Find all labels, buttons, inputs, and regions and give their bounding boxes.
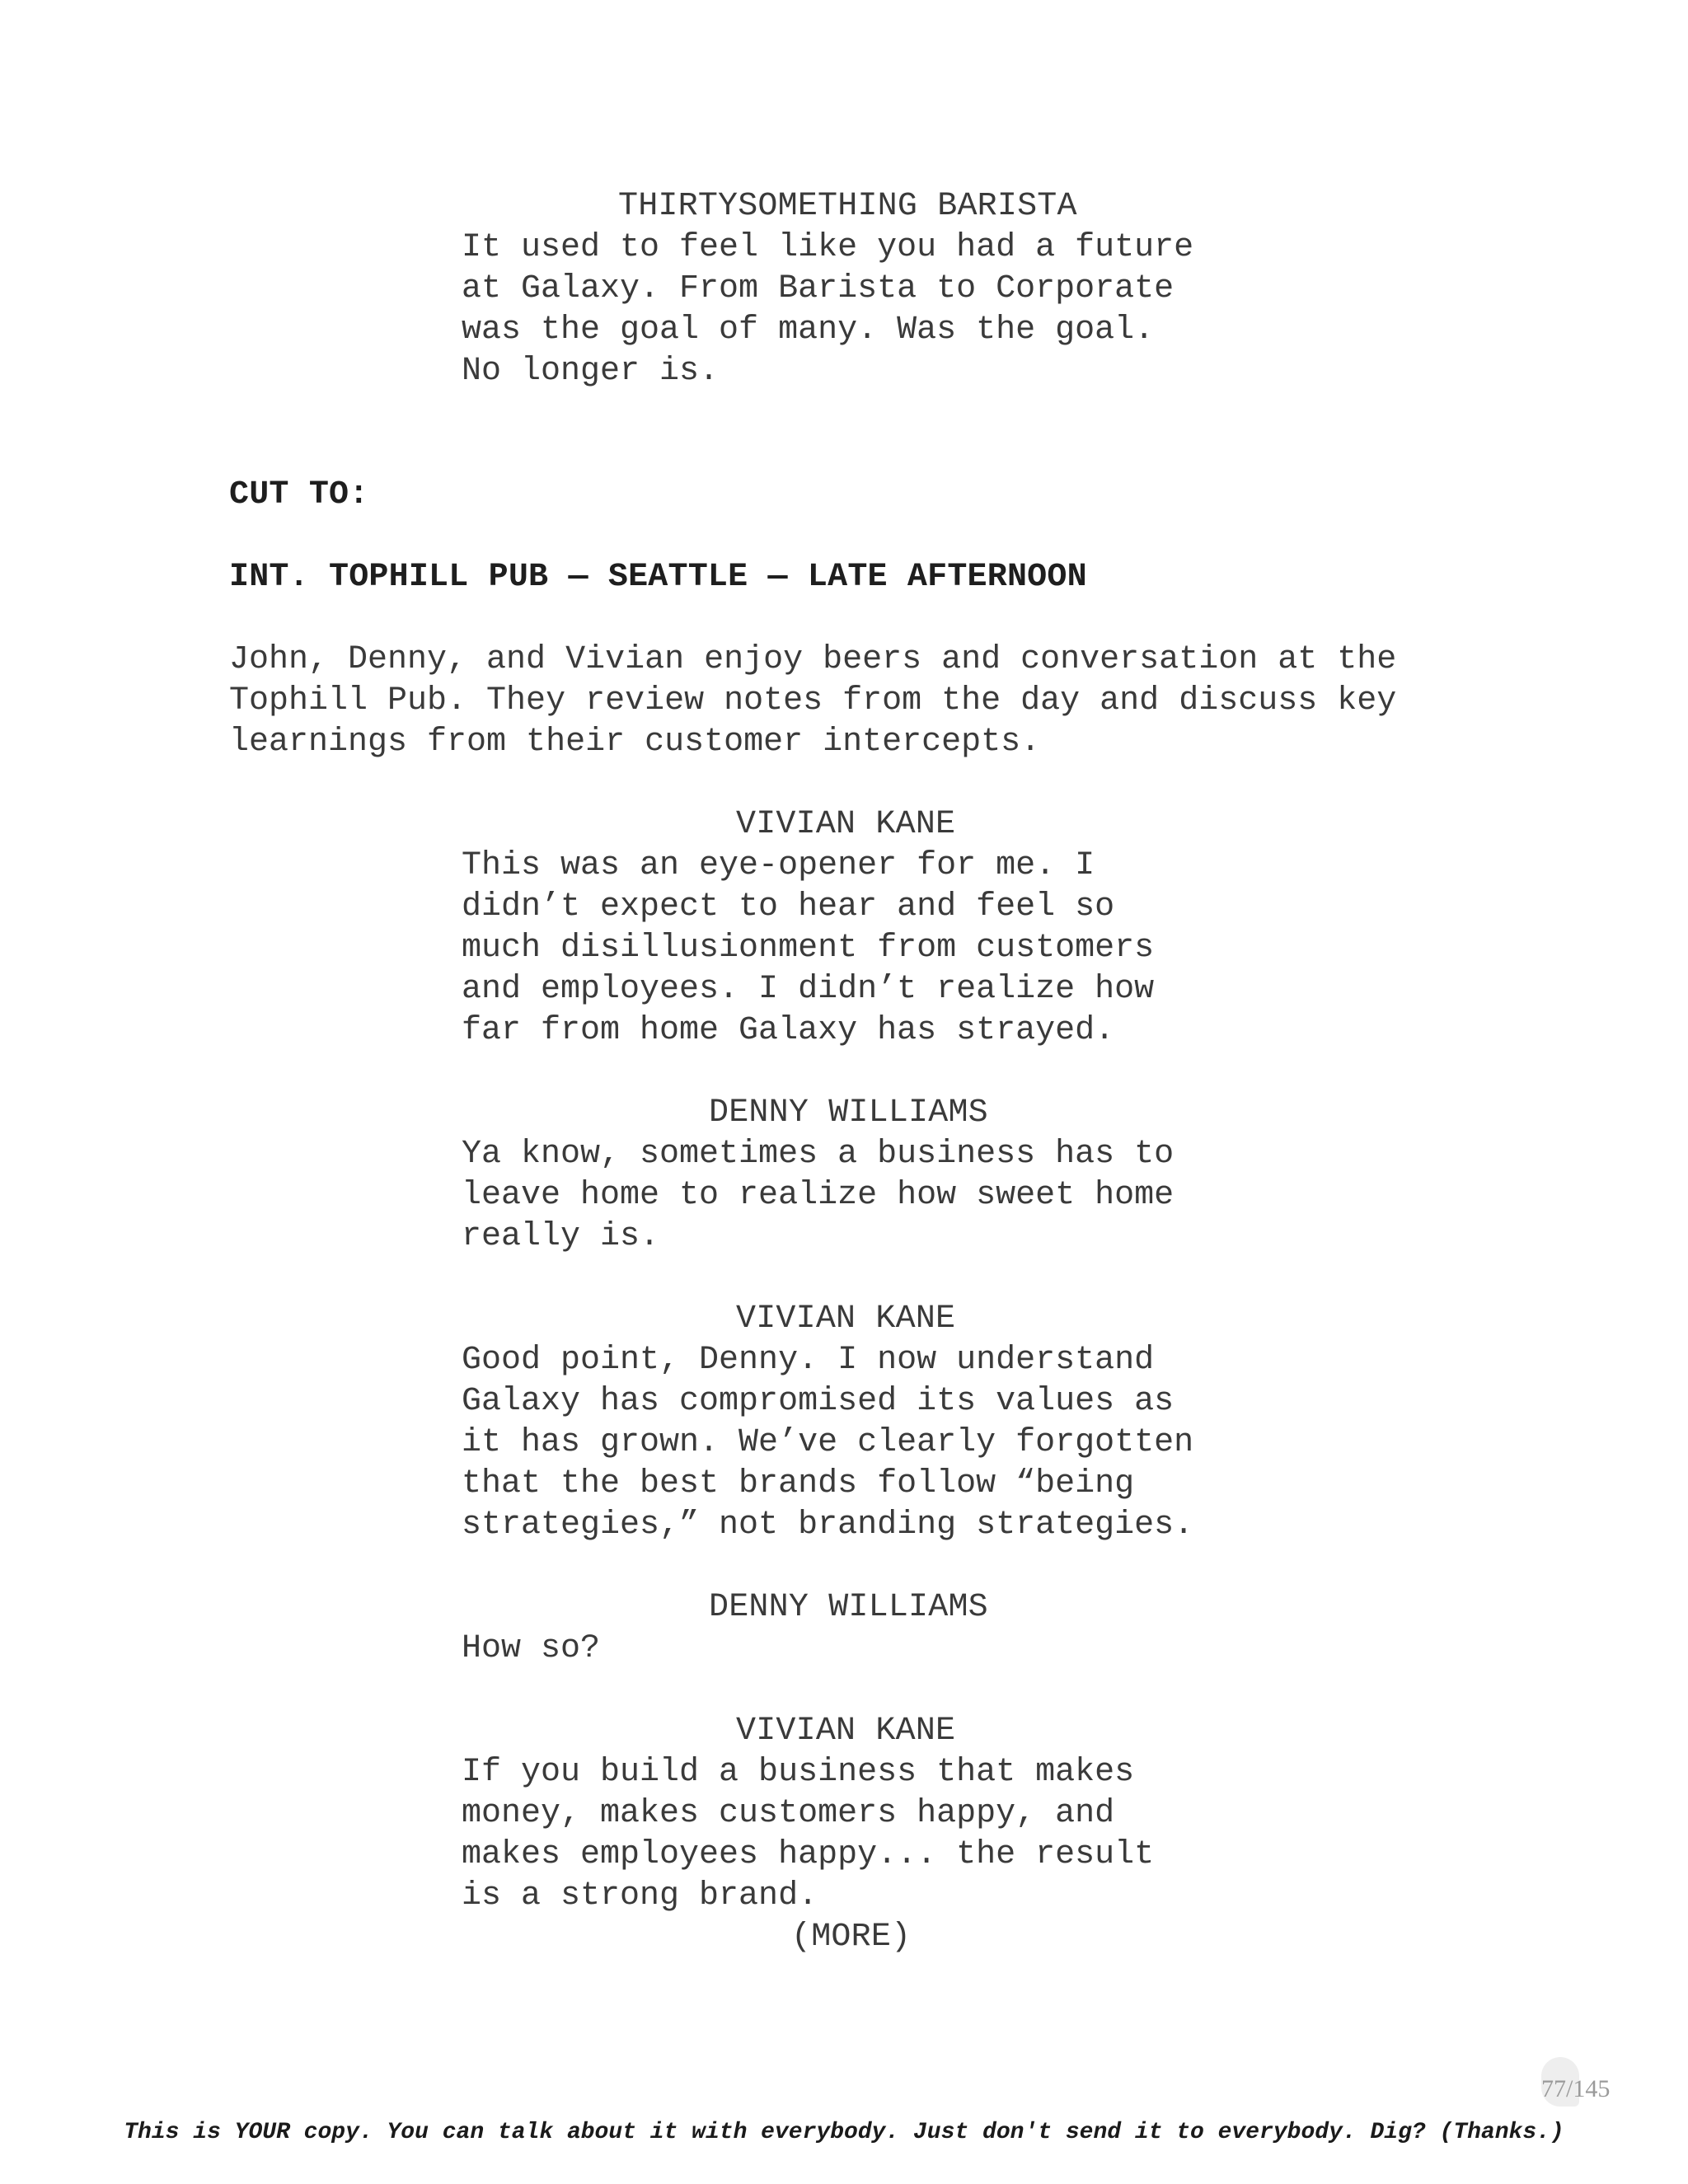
- dialogue-line: money, makes customers happy, and: [462, 1795, 1115, 1832]
- dialogue-denny-1: [462, 1134, 1174, 1258]
- dialogue-line: is a strong brand.: [462, 1877, 818, 1915]
- dialogue-line: makes employees happy... the result: [462, 1836, 1155, 1873]
- dialogue-line: didn’t expect to hear and feel so: [462, 888, 1115, 926]
- dialogue-line: Galaxy has compromised its values as: [462, 1383, 1175, 1420]
- dialogue-line: that the best brands follow “being: [462, 1465, 1135, 1502]
- dialogue-line: Good point, Denny. I now understand: [462, 1342, 1155, 1379]
- dialogue-denny-2: [462, 1629, 600, 1670]
- dialogue-vivian-3: [462, 1752, 1154, 1917]
- dialogue-vivian-1: [462, 846, 1154, 1052]
- dialogue-line: leave home to realize how sweet home: [462, 1177, 1175, 1214]
- dialogue-line: It used to feel like you had a future: [462, 229, 1194, 266]
- transition: CUT TO:: [229, 476, 369, 513]
- action-line: John, Denny, and Vivian enjoy beers and conversation at the: [229, 641, 1397, 678]
- dialogue-line: This was an eye-opener for me. I: [462, 847, 1095, 884]
- character-name-vivian: VIVIAN KANE: [736, 1301, 956, 1338]
- page-number: 77/145: [1541, 2075, 1611, 2102]
- character-name-denny: DENNY WILLIAMS: [709, 1589, 988, 1626]
- dialogue-line: How so?: [462, 1630, 601, 1667]
- dialogue-line: Ya know, sometimes a business has to: [462, 1136, 1175, 1173]
- copy-notice-footer: This is YOUR copy. You can talk about it with everybody. Just don't send it to everybody. Dig? (Thanks.): [124, 2120, 1564, 2145]
- dialogue-barista: [462, 227, 1193, 392]
- dialogue-vivian-2: [462, 1340, 1193, 1546]
- dialogue-line: it has grown. We’ve clearly forgotten: [462, 1424, 1194, 1461]
- action-line: Tophill Pub. They review notes from the day and discuss key: [229, 682, 1397, 719]
- dialogue-line: and employees. I didn’t realize how: [462, 971, 1155, 1008]
- dialogue-line: No longer is.: [462, 353, 720, 390]
- action-line: learnings from their customer intercepts.: [229, 724, 1041, 761]
- scene-heading: INT. TOPHILL PUB — SEATTLE — LATE AFTERNOON: [229, 559, 1087, 596]
- dialogue-line: strategies,” not branding strategies.: [462, 1507, 1194, 1544]
- dialogue-line: really is.: [462, 1218, 660, 1255]
- dialogue-line: far from home Galaxy has strayed.: [462, 1012, 1115, 1049]
- more-marker: (MORE): [791, 1919, 912, 1956]
- dialogue-line: If you build a business that makes: [462, 1754, 1135, 1791]
- character-name-barista: THIRTYSOMETHING BARISTA: [618, 188, 1077, 225]
- action-block: [229, 640, 1396, 763]
- dialogue-line: was the goal of many. Was the goal.: [462, 312, 1155, 349]
- character-name-vivian: VIVIAN KANE: [736, 1713, 956, 1750]
- dialogue-line: at Galaxy. From Barista to Corporate: [462, 270, 1175, 307]
- dialogue-line: much disillusionment from customers: [462, 930, 1155, 967]
- character-name-denny: DENNY WILLIAMS: [709, 1094, 988, 1132]
- character-name-vivian: VIVIAN KANE: [736, 806, 956, 843]
